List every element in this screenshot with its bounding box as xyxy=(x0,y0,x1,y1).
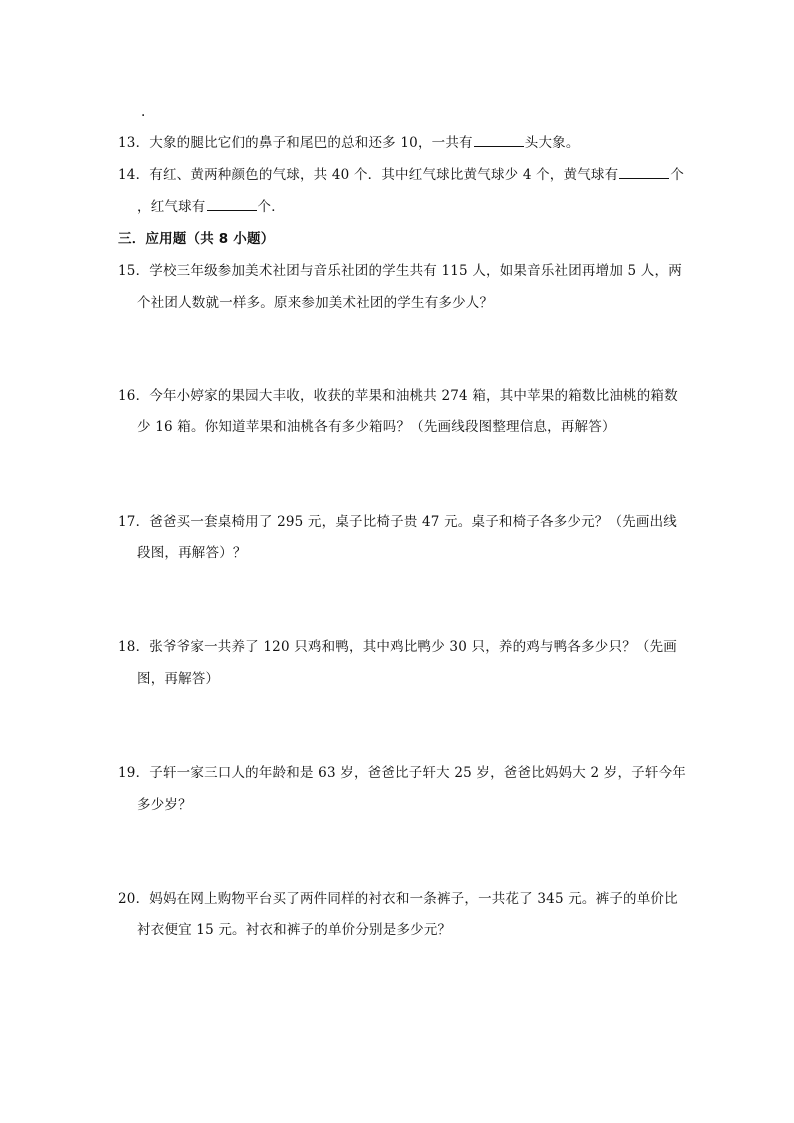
answer-blank[interactable] xyxy=(207,197,257,211)
question-14-line-2-before: ，红气球有 xyxy=(137,199,206,215)
question-17-line-2: 段图，再解答）？ xyxy=(137,545,247,561)
question-13 xyxy=(118,133,580,153)
question-14-text-before: 14．有红、黄两种颜色的气球，共 40 个．其中红气球比黄气球少 4 个，黄气球有 xyxy=(118,167,619,183)
question-19-line-1: 19．子轩一家三口人的年龄和是 63 岁，爸爸比子轩大 25 岁，爸爸比妈妈大 2 岁，子轩今年 xyxy=(118,765,686,781)
question-13-text-after: 头大象。 xyxy=(524,135,580,151)
question-14-line-1 xyxy=(118,165,684,185)
question-15-line-1: 15．学校三年级参加美术社团与音乐社团的学生共有 115 人，如果音乐社团再增加 5 人，两 xyxy=(118,263,682,279)
section-3-title: 三．应用题（共 8 小题） xyxy=(118,231,275,247)
question-19-line-2: 多少岁？ xyxy=(137,797,192,813)
answer-blank[interactable] xyxy=(619,165,669,179)
question-14-line-2 xyxy=(137,197,285,217)
question-14-text-after: 个 xyxy=(670,167,685,183)
question-16-line-2: 少 16 箱。你知道苹果和油桃各有多少箱吗？（先画线段图整理信息，再解答） xyxy=(137,419,616,435)
answer-blank[interactable] xyxy=(474,133,524,147)
question-18-line-1: 18．张爷爷家一共养了 120 只鸡和鸭，其中鸡比鸭少 30 只，养的鸡与鸭各多少只？（先画 xyxy=(118,639,677,655)
question-13-text-before: 13．大象的腿比它们的鼻子和尾巴的总和还多 10，一共有 xyxy=(118,135,473,151)
stray-mark: . xyxy=(141,104,146,120)
question-15-line-2: 个社团人数就一样多。原来参加美术社团的学生有多少人？ xyxy=(137,295,494,311)
question-16-line-1: 16．今年小婷家的果园大丰收，收获的苹果和油桃共 274 箱，其中苹果的箱数比油桃的箱数 xyxy=(118,388,678,404)
question-14-line-2-after: 个． xyxy=(257,199,285,215)
question-18-line-2: 图，再解答） xyxy=(137,671,220,687)
question-20-line-2: 衬衣便宜 15 元。衬衣和裤子的单价分别是多少元？ xyxy=(137,922,452,938)
question-17-line-1: 17．爸爸买一套桌椅用了 295 元，桌子比椅子贵 47 元。桌子和椅子各多少元？（先画出线 xyxy=(118,514,677,530)
question-20-line-1: 20．妈妈在网上购物平台买了两件同样的衬衣和一条裤子，一共花了 345 元。裤子的单价比 xyxy=(118,891,678,907)
